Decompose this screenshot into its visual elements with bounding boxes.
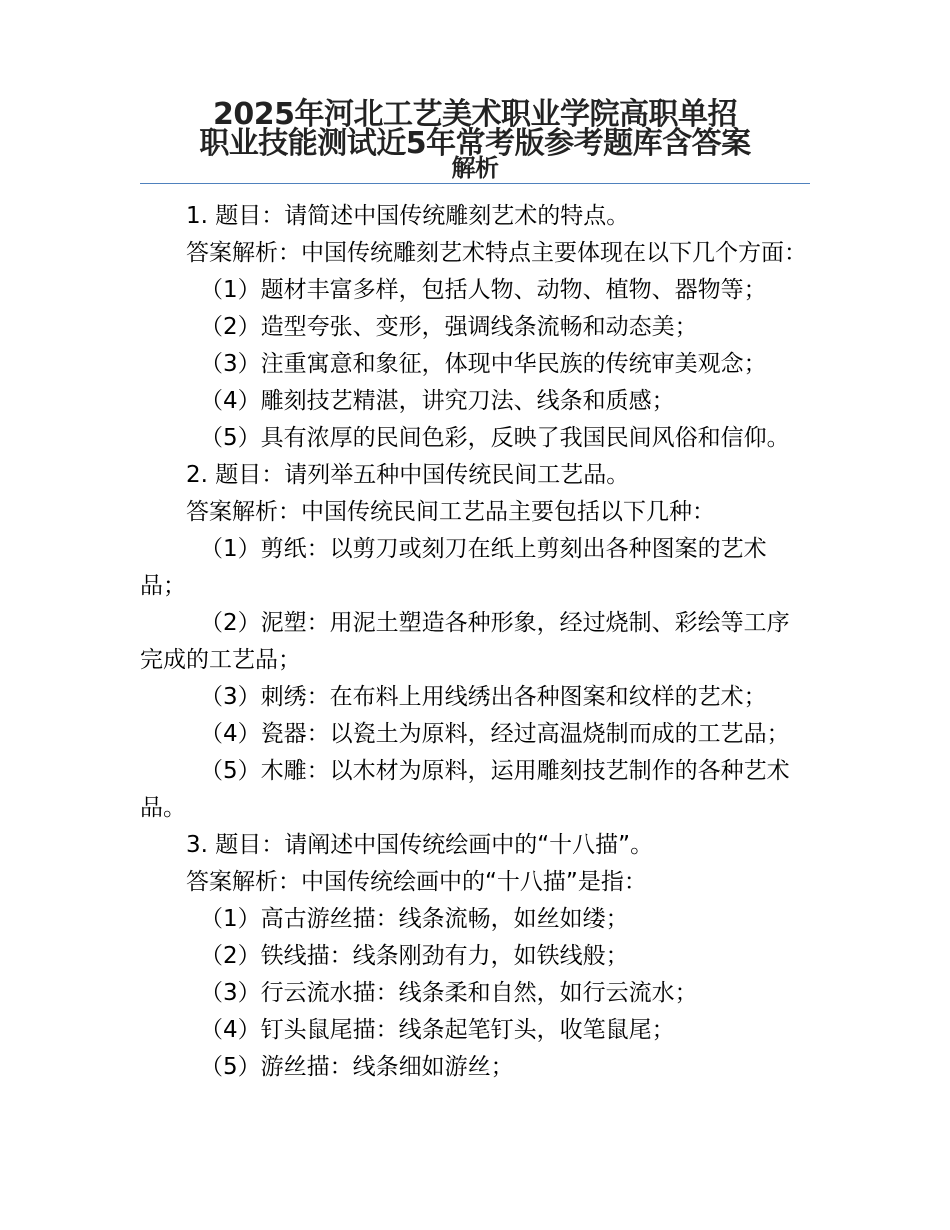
answer-1-item-5: （5）具有浓厚的民间色彩，反映了我国民间风俗和信仰。	[200, 425, 790, 451]
answer-1-item-4: （4）雕刻技艺精湛，讲究刀法、线条和质感；	[200, 388, 675, 414]
title-divider	[140, 183, 810, 184]
title-line-3: 解析	[451, 154, 499, 182]
document-title	[140, 97, 810, 182]
document-body	[140, 198, 810, 1086]
title-line-1: 2025年河北工艺美术职业学院高职单招	[213, 97, 737, 132]
answer-3-item-3: （3）行云流水描：线条柔和自然，如行云流水；	[200, 980, 698, 1006]
question-1: 1. 题目：请简述中国传统雕刻艺术的特点。	[186, 203, 630, 229]
answer-2-item-4: （4）瓷器：以瓷土为原料，经过高温烧制而成的工艺品；	[200, 721, 790, 747]
question-3: 3. 题目：请阐述中国传统绘画中的“十八描”。	[186, 832, 654, 858]
answer-2-item-2: （2）泥塑：用泥土塑造各种形象，经过烧制、彩绘等工序完成的工艺品；	[140, 610, 790, 673]
answer-3-item-5: （5）游丝描：线条细如游丝；	[200, 1054, 514, 1080]
title-line-2: 职业技能测试近5年常考版参考题库含答案	[199, 126, 751, 161]
answer-2-item-1: （1）剪纸：以剪刀或刻刀在纸上剪刻出各种图案的艺术品；	[140, 536, 767, 599]
answer-3-intro: 答案解析：中国传统绘画中的“十八描”是指：	[186, 869, 647, 895]
answer-3-item-2: （2）铁线描：线条刚劲有力，如铁线般；	[200, 943, 629, 969]
answer-1-item-3: （3）注重寓意和象征，体现中华民族的传统审美观念；	[200, 351, 767, 377]
question-2: 2. 题目：请列举五种中国传统民间工艺品。	[186, 462, 630, 488]
answer-3-item-1: （1）高古游丝描：线条流畅，如丝如缕；	[200, 906, 629, 932]
answer-2-intro: 答案解析：中国传统民间工艺品主要包括以下几种：	[186, 499, 715, 525]
answer-2-item-3: （3）刺绣：在布料上用线绣出各种图案和纹样的艺术；	[200, 684, 767, 710]
answer-1-item-1: （1）题材丰富多样，包括人物、动物、植物、器物等；	[200, 277, 767, 303]
answer-2-item-5: （5）木雕：以木材为原料，运用雕刻技艺制作的各种艺术品。	[140, 758, 790, 821]
answer-1-item-2: （2）造型夸张、变形，强调线条流畅和动态美；	[200, 314, 698, 340]
answer-3-item-4: （4）钉头鼠尾描：线条起笔钉头，收笔鼠尾；	[200, 1017, 675, 1043]
answer-1-intro: 答案解析：中国传统雕刻艺术特点主要体现在以下几个方面：	[186, 240, 807, 266]
